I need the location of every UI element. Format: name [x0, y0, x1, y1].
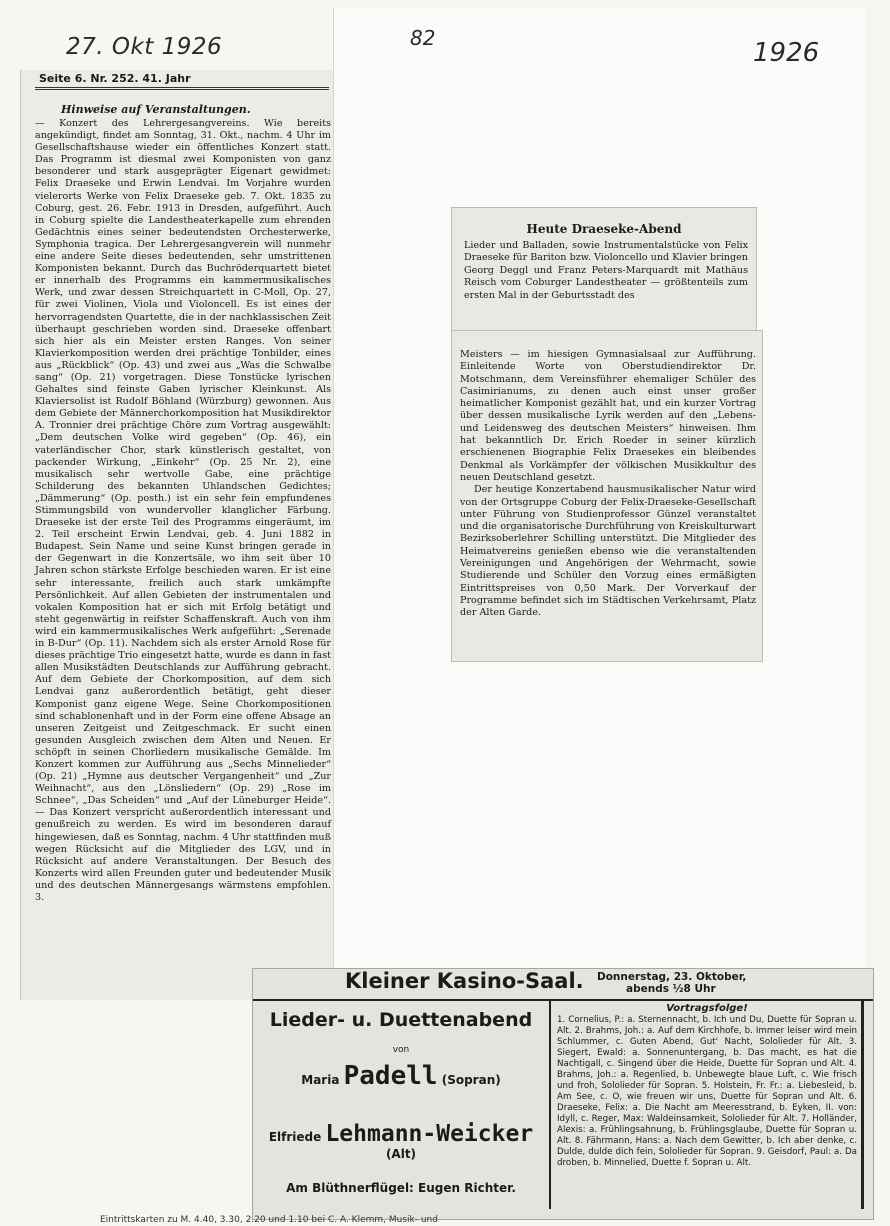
von-label: von [392, 1045, 410, 1055]
performer-last-name: Lehmann-Weicker [325, 1121, 534, 1147]
article-paragraph: Lieder und Balladen, sowie Instrumentalstücke von Felix Draeseke für Bariton bzw. Violoncello und Klavier bringen Georg Deggl und Franz Peters-Marquardt mit Mathäus Reisch vom Coburger Landestheater — größtenteils zum ersten Mal in der Geburtsstadt des [464, 240, 748, 301]
performer-first-name: Maria [301, 1073, 340, 1087]
performer-voice: (Sopran) [441, 1073, 501, 1087]
header-rule-2 [35, 89, 329, 90]
ad-divider [253, 999, 873, 1001]
program-heading: Vortragsfolge! [666, 1003, 748, 1014]
article-body [460, 349, 756, 620]
clipping-title: Heute Draeseke-Abend [526, 222, 682, 236]
piano-accompanist: Am Blüthnerflügel: Eugen Richter. [286, 1181, 516, 1195]
performer-last-name: Padell [343, 1061, 438, 1091]
header-rule [35, 87, 329, 88]
newspaper-clipping-left [20, 70, 333, 1000]
article-body [464, 240, 748, 302]
ad-column-divider [549, 999, 551, 1209]
performer-2 [253, 1121, 549, 1161]
ticket-info: Eintrittskarten zu M. 4.40, 3.30, 2.20 und 1.10 bei C. A. Klemm, Musik- und [100, 1215, 438, 1225]
ad-program [557, 1003, 857, 1169]
event-title: Lieder- u. Duettenabend [269, 1009, 533, 1031]
venue-name: Kleiner Kasino-Saal. [345, 969, 584, 993]
article-paragraph: Der heutige Konzertabend hausmusikalischer Natur wird von der Ortsgruppe Coburg der Felix-Draeseke-Gesellschaft unter Führung von Studienprofessor Günzel veranstaltet und die organisatorische Durchführung von Kreiskulturwart Bezirksoberlehrer Schilling unterstützt. Die Mitglieder des Heimatvereins genießen ebenso wie die veranstaltenden Vereinigungen und Angehörigen der Wehrmacht, sowie Studierende und Schüler den Vorzug eines ermäßigten Eintrittspreises von 0,50 Mark. Der Vorverkauf der Programme befindet sich im Städtischen Verkehrsamt, Platz der Alten Garde. [460, 484, 756, 619]
clipping-title: Hinweise auf Veranstaltungen. [61, 103, 251, 116]
handwritten-year: 1926 [753, 38, 820, 68]
handwritten-date: 27. Okt 1926 [66, 34, 223, 60]
article-paragraph: Meisters — im hiesigen Gymnasialsaal zur Aufführung. Einleitende Worte von Oberstudiendirektor Dr. Motschmann, dem Vereinsführer ehemaliger Schüler des Casimirianums, zu denen auch einst unser großer heimatlicher Komponist gezählt hat, und ein kurzer Vortrag über dessen musikalische Lyrik werden auf den „Lebens- und Leidensweg des deutschen Meisters“ hinweisen. Ihm hat bekanntlich Dr. Erich Roeder in seiner kürzlich erschienenen Biographie Felix Draesekes ein bleibendes Denkmal als Vorkämpfer der völkischen Musikkultur des neuen Deutschland gesetzt. [460, 349, 756, 483]
ad-performers [253, 1003, 549, 1215]
performer-voice: (Alt) [385, 1147, 417, 1161]
newspaper-clipping-right-top [451, 207, 757, 333]
event-date: Donnerstag, 23. Oktober, [597, 971, 747, 983]
performer-1 [253, 1061, 549, 1091]
performer-first-name: Elfriede [268, 1130, 322, 1144]
concert-advertisement [252, 968, 874, 1220]
issue-line: Seite 6. Nr. 252. 41. Jahr [39, 72, 191, 85]
article-body [35, 118, 331, 904]
ad-right-border [861, 999, 864, 1209]
handwritten-page-number: 82 [410, 26, 436, 50]
program-text: 1. Cornelius, P.: a. Sternennacht, b. Ich und Du, Duette für Sopran u. Alt. 2. Brahms, Joh.: a. Auf dem Kirchhofe, b. Immer leiser wird mein Schlummer, c. Guten Abend, Gut' Nacht, Sololieder für Alt. 3. Siegert, Ewald: a. Sonnenuntergang, b. Das macht, es hat die Nachtigall, c. Singend über die Heide, Duette für Sopran und Alt. 4. Brahms, Joh.: a. Regenlied, b. Unbewegte blaue Luft, c. Wie frisch und froh, Sololieder für Sopran. 5. Holstein, Fr. Fr.: a. Liebesleid, b. Am See, c. O, wie freuen wir uns, Duette für Sopran und Alt. 6. Draeseke, Felix: a. Die Nacht am Meeresstrand, b. Eyken, II. von: Idyll, c. Reger, Max: Waldeinsamkeit, Sololieder für Alt. 7. Holländer, Alexis: a. Frühlingsahnung, b. Frühlingsglaube, Duette für Sopran u. Alt. 8. Fährmann, Hans: a. Nach dem Gewitter, b. Ich aber denke, c. Dulde, dulde dich fein, Sololieder für Sopran. 9. Geisdorf, Paul: a. Da droben, b. Minnelied, Duette f. Sopran u. Alt. [557, 1015, 857, 1168]
article-paragraph: — Konzert des Lehrergesangvereins. Wie bereits angekündigt, findet am Sonntag, 31. Okt., nachm. 4 Uhr im Gesellschaftshause wieder ein öffentliches Konzert statt. Das Programm ist diesmal zwei Komponisten von ganz besonderer und stark ausgeprägter Eigenart gewidmet: Felix Draeseke und Erwin Lendvai. Im Vorjahre wurden vielerorts Werke von Felix Draeseke geb. 7. Okt. 1835 zu Coburg, gest. 26. Febr. 1913 in Dresden, aufgeführt. Auch in Coburg spielte die Landestheaterkapelle zum ehrenden Gedächtnis eines seiner bedeutendsten Orchesterwerke, Symphonia tragica. Der Lehrergesangverein will nunmehr eine andere Seite dieses bedeutenden, sehr umstrittenen Komponisten bekannt. Durch das Buchröderquartett bietet er innerhalb des Programms ein kammermusikalisches Werk, und zwar dessen Streichquartett in C-Moll, Op. 27, für zwei Violinen, Viola und Violoncell. Es ist eines der hervorragendsten Quartette, die in der nachklassischen Zeit überhaupt geschrieben worden sind. Draeseke offenbart sich hier als ein Meister ersten Ranges. Von seiner Klavierkomposition werden drei prächtige Tonbilder, eines aus „Rückblick“ (Op. 43) und zwei aus „Was die Schwalbe sang“ (Op. 21) vorgetragen. Diese Tonstücke lyrischen Gehaltes sind feinste Gaben lyrischer Kleinkunst. Als Klaviersolist ist Rudolf Böhland (Würzburg) gewonnen. Aus dem Gebiete der Männerchorkomposition hat Musikdirektor A. Tronnier drei prächtige Chöre zum Vortrag ausgewählt: „Dem deutschen Volke wird gegeben“ (Op. 46), ein vaterländischer Chor, stark künstlerisch gestaltet, von packender Wirkung, „Einkehr“ (Op. 25 Nr. 2), eine musikalisch sehr wertvolle Gabe, eine prächtige Schilderung des bekannten Uhlandschen Gedichtes; „Dämmerung“ (Op. posth.) ist ein sehr fein empfundenes Stimmungsbild von wundervoller klanglicher Färbung. Draeseke ist der erste Teil des Programms eingeräumt, im 2. Teil erscheint Erwin Lendvai, geb. 4. Juni 1882 in Budapest. Sein Name und seine Kunst bringen gerade in der Gegenwart in die Konzertsäle, wo ihm seit über 10 Jahren schon stärkste Erfolge beschieden waren. Er ist eine sehr interessante, freilich auch stark umkämpfte Persönlichkeit. Auf allen Gebieten der instrumentalen und vokalen Komposition hat er sich mit Erfolg betätigt und steht gegenwärtig in reifster Schaffenskraft. Auch von ihm wird ein kammermusikalisches Werk aufgeführt: „Serenade in B-Dur“ (Op. 11). Nachdem sich als erster Arnold Rose für dieses prächtige Trio eingesetzt hatte, wurde es dann in fast allen Musikstädten Deutschlands zur Aufführung gebracht. Auf dem Gebiete der Chorkomposition, auf dem sich Lendvai ganz außerordentlich betätigt, geht dieser Komponist ganz eigene Wege. Seine Chorkompositionen sind schablonenhaft und in der Form eine offene Absage an unseren Zeitgeist und Zeitgeschmack. Er sucht einen gesunden Ausgleich zwischen dem Alten und Neuen. Er schöpft in seinen Chorliedern musikalische Gemälde. Im Konzert kommen zur Aufführung aus „Sechs Minnelieder“ (Op. 21) „Hymne aus deutscher Vergangenheit“ und „Zur Weihnacht“, aus den „Lönsliedern“ (Op. 29) „Rose im Schnee“, „Das Scheiden“ und „Auf der Lüneburger Heide“. — Das Konzert verspricht außerordentlich interessant und genußreich zu werden. Es wird im besonderen darauf hingewiesen, daß es Sonntag, nachm. 4 Uhr stattfinden muß wegen Rücksicht auf die Mitglieder des LGV, und in Rücksicht auf andere Veranstaltungen. Der Besuch des Konzerts wird allen Freunden guter und bedeutender Musik und des deutschen Männergesangs wärmstens empfohlen. 3. [35, 118, 331, 903]
event-time: abends ½8 Uhr [626, 983, 716, 995]
newspaper-clipping-right-bottom [451, 330, 763, 662]
